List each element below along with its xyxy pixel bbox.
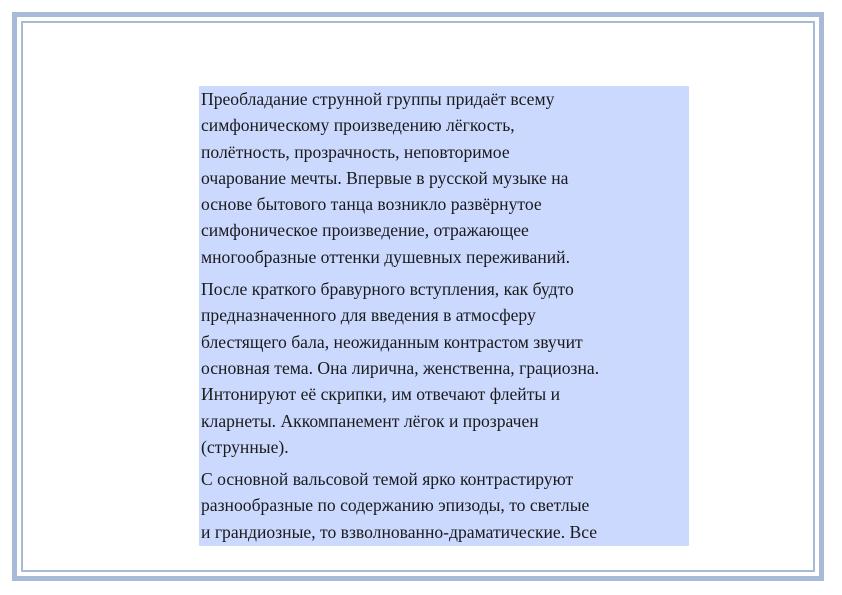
text-box (199, 86, 689, 546)
paragraph-3: С основной вальсовой темой ярко контрастируют разнообразные по содержанию эпизоды, то светлые и грандиозные, то взволнованно-драматические. Все (201, 469, 598, 542)
paragraph-1: Преобладание струнной группы придаёт всему симфоническому произведению лёгкость, полётность, прозрачность, неповторимое очарование мечты. Впервые в русской музыке на основе бытового танца возникло развёрнутое симфоническое произведение, отражающее многообразные оттенки душевных переживаний. (201, 89, 570, 267)
paragraph-2: После краткого бравурного вступления, как будто предназначенного для введения в атмосферу блестящего бала, неожиданным контрастом звучит основная тема. Она лирична, женственна, грациозна. Интонируют её скрипки, им отвечают флейты и кларнеты. Аккомпанемент лёгок и прозрачен (струнные). (201, 279, 600, 457)
